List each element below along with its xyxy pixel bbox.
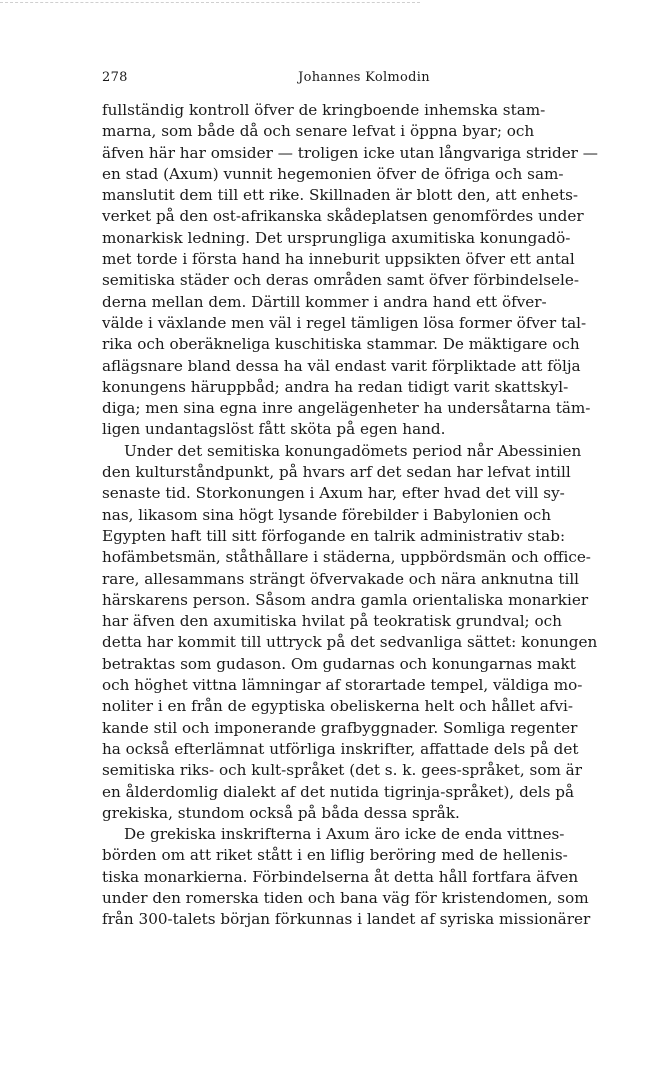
text-line: kande stil och imponerande grafbyggnader. Somliga regenter <box>102 718 578 737</box>
text-line: har äfven den axumitiska hvilat på teokratisk grundval; och <box>102 612 562 631</box>
text-line: semitiska riks- och kult-språket (det s. k. gees-språket, som är <box>102 761 583 780</box>
text-line: fullständig kontroll öfver de kringboende inhemska stam- <box>102 101 546 119</box>
text-line: under den romerska tiden och bana väg för kristendomen, som <box>102 888 589 907</box>
text-line: derna mellan dem. Därtill kommer i andra hand ett öfver- <box>102 292 547 311</box>
text-line: monarkisk ledning. Det ursprungliga axumitiska konungadö- <box>102 228 571 247</box>
text-line: ha också efterlämnat utförliga inskrifter, affattade dels på det <box>102 739 579 758</box>
text-line: härskarens person. Såsom andra gamla orientaliska monarkier <box>102 590 589 609</box>
text-line: och höghet vittna lämningar af storartade tempel, väldiga mo- <box>102 676 583 695</box>
text-line: från 300-talets början förkunnas i landet af syriska missionärer <box>102 910 591 929</box>
page-header <box>102 70 626 90</box>
text-line: aflägsnare bland dessa ha väl endast varit förpliktade att följa <box>102 356 581 375</box>
text-line: tiska monarkierna. Förbindelserna åt detta håll fortfara äfven <box>102 867 579 886</box>
body-text <box>102 100 626 931</box>
text-line: manslutit dem till ett rike. Skillnaden är blott den, att enhets- <box>102 186 579 205</box>
text-line: rare, allesammans strängt öfvervakade och nära anknutna till <box>102 569 580 588</box>
text-line: semitiska städer och deras områden samt öfver förbindelsele- <box>102 271 580 290</box>
text-line: börden om att riket stått i en liflig beröring med de hellenis- <box>102 846 568 865</box>
text-line: en ålderdomlig dialekt af det nutida tigrinja-språket), dels på <box>102 782 575 801</box>
text-line: Egypten haft till sitt förfogande en talrik administrativ stab: <box>102 526 566 545</box>
page-number: 278 <box>102 70 128 85</box>
text-line: äfven här har omsider — troligen icke utan långvariga strider — <box>102 143 598 162</box>
text-line: den kulturståndpunkt, på hvars arf det sedan har lefvat intill <box>102 463 571 482</box>
text-line: nas, likasom sina högt lysande förebilder i Babylonien och <box>102 505 552 524</box>
running-title: Johannes Kolmodin <box>298 70 430 85</box>
text-line: en stad (Axum) vunnit hegemonien öfver de öfriga och sam- <box>102 164 564 183</box>
text-line: betraktas som gudason. Om gudarnas och konungarnas makt <box>102 654 576 673</box>
text-line: hofämbetsmän, ståthållare i städerna, uppbördsmän och office- <box>102 548 591 567</box>
text-line: verket på den ost-afrikanska skådeplatsen genomfördes under <box>102 207 584 226</box>
text-line: rika och oberäkneliga kuschitiska stammar. De mäktigare och <box>102 335 580 354</box>
text-line: diga; men sina egna inre angelägenheter ha undersåtarna täm- <box>102 399 591 418</box>
text-line: marna, som både då och senare lefvat i öppna byar; och <box>102 122 535 141</box>
text-line: ligen undantagslöst fått sköta på egen hand. <box>102 420 446 439</box>
text-line: noliter i en från de egyptiska obeliskerna helt och hållet afvi- <box>102 697 574 716</box>
text-line: detta har kommit till uttryck på det sedvanliga sättet: konungen <box>102 633 598 652</box>
text-line: välde i växlande men väl i regel tämligen lösa former öfver tal- <box>102 313 587 332</box>
scan-edge-rule <box>0 2 420 3</box>
text-line: Under det semitiska konungadömets period når Abessinien <box>124 441 582 460</box>
text-line: De grekiska inskrifterna i Axum äro icke de enda vittnes- <box>124 825 565 844</box>
text-line: senaste tid. Storkonungen i Axum har, efter hvad det vill sy- <box>102 484 565 503</box>
text-line: konungens häruppbåd; andra ha redan tidigt varit skattskyl- <box>102 377 569 396</box>
text-line: met torde i första hand ha inneburit uppsikten öfver ett antal <box>102 250 575 269</box>
text-line: grekiska, stundom också på båda dessa språk. <box>102 803 460 822</box>
